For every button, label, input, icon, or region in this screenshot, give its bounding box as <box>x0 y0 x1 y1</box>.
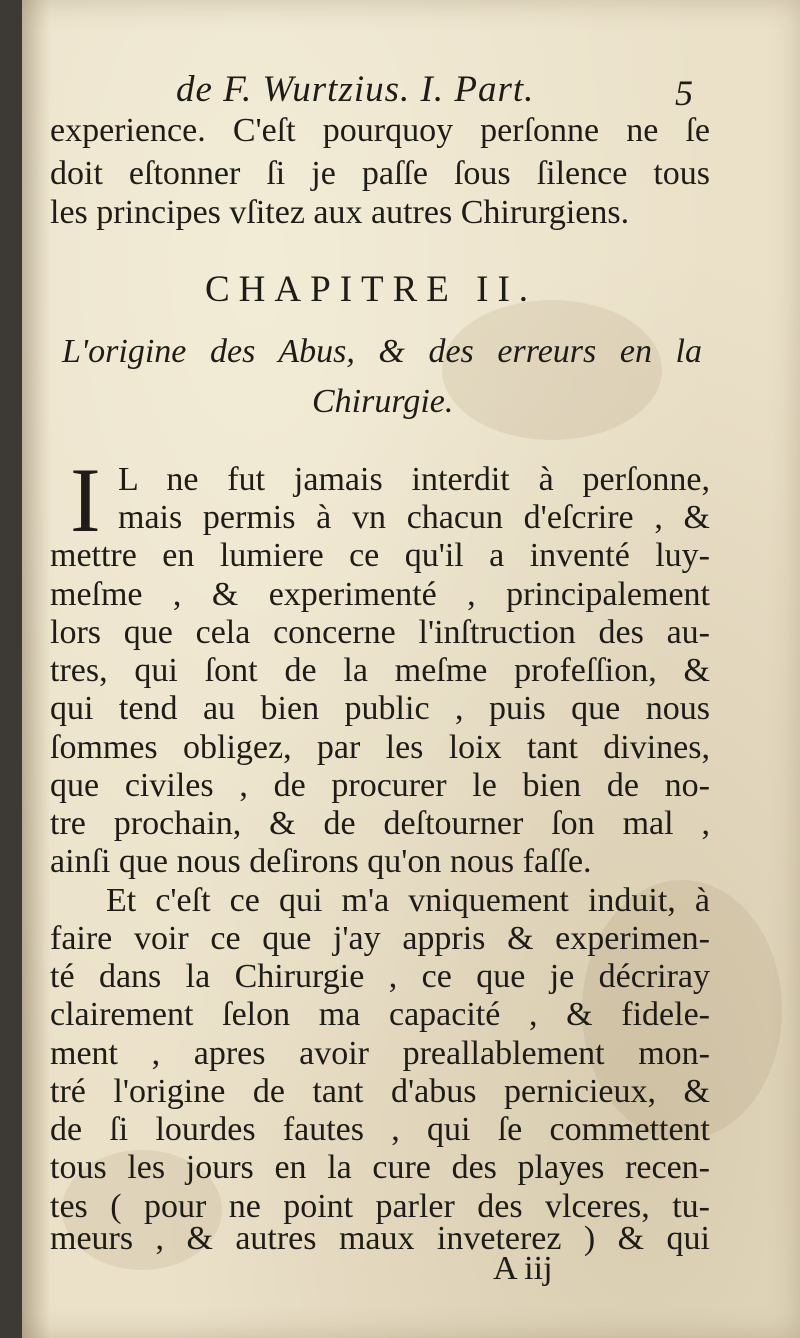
text-line: que civiles , de procurer le bien de no- <box>50 767 710 804</box>
text-line: qui tend au bien public , puis que nous <box>50 690 710 727</box>
text-line: de ſi lourdes fautes , qui ſe commettent <box>50 1111 710 1148</box>
text-line: lors que cela concerne l'inſtruction des au- <box>50 614 710 651</box>
text-line: tré l'origine de tant d'abus pernicieux, & <box>50 1073 710 1110</box>
page-number: 5 <box>675 73 693 113</box>
text-line: mais permis à vn chacun d'eſcrire , & <box>118 499 710 536</box>
text-line: tes ( pour ne point parler des vlceres, tu- <box>50 1188 710 1225</box>
running-head: de F. Wurtzius. I. Part. <box>176 69 535 110</box>
signature-mark: A iij <box>493 1250 553 1287</box>
text-line: té dans la Chirurgie , ce que je décriray <box>50 958 710 995</box>
text-line: les principes vſitez aux autres Chirurgiens. <box>50 194 630 231</box>
text-line: meſme , & experimenté , principalement <box>50 576 710 613</box>
text-line: ment , apres avoir preallablement mon- <box>50 1035 710 1072</box>
text-line: experience. C'eſt pourquoy perſonne ne ſe <box>50 112 710 149</box>
text-line: tre prochain, & de deſtourner ſon mal , <box>50 805 710 842</box>
text-line: Et c'eſt ce qui m'a vniquement induit, à <box>106 882 710 919</box>
text-line: clairement ſelon ma capacité , & fidele- <box>50 996 710 1033</box>
text-line: faire voir ce que j'ay appris & experimen- <box>50 920 710 957</box>
text-line: ainſi que nous deſirons qu'on nous faſſe. <box>50 843 592 880</box>
text-line: tous les jours en la cure des playes recen- <box>50 1149 710 1186</box>
text-line: doit eſtonner ſi je paſſe ſous ſilence tous <box>50 155 710 192</box>
chapter-title: CHAPITRE II. <box>205 269 538 310</box>
text-line: meurs , & autres maux inveterez ) & qui <box>50 1220 710 1257</box>
text-line: L ne fut jamais interdit à perſonne, <box>118 461 710 498</box>
chapter-subtitle-continued: Chirurgie. <box>312 383 454 420</box>
chapter-subtitle: L'origine des Abus, & des erreurs en la <box>62 333 702 370</box>
text-line: tres, qui ſont de la meſme profeſſion, & <box>50 652 710 689</box>
text-line: mettre en lumiere ce qu'il a inventé luy- <box>50 537 710 574</box>
text-line: ſommes obligez, par les loix tant divines, <box>50 729 710 766</box>
drop-cap: I <box>70 449 101 551</box>
